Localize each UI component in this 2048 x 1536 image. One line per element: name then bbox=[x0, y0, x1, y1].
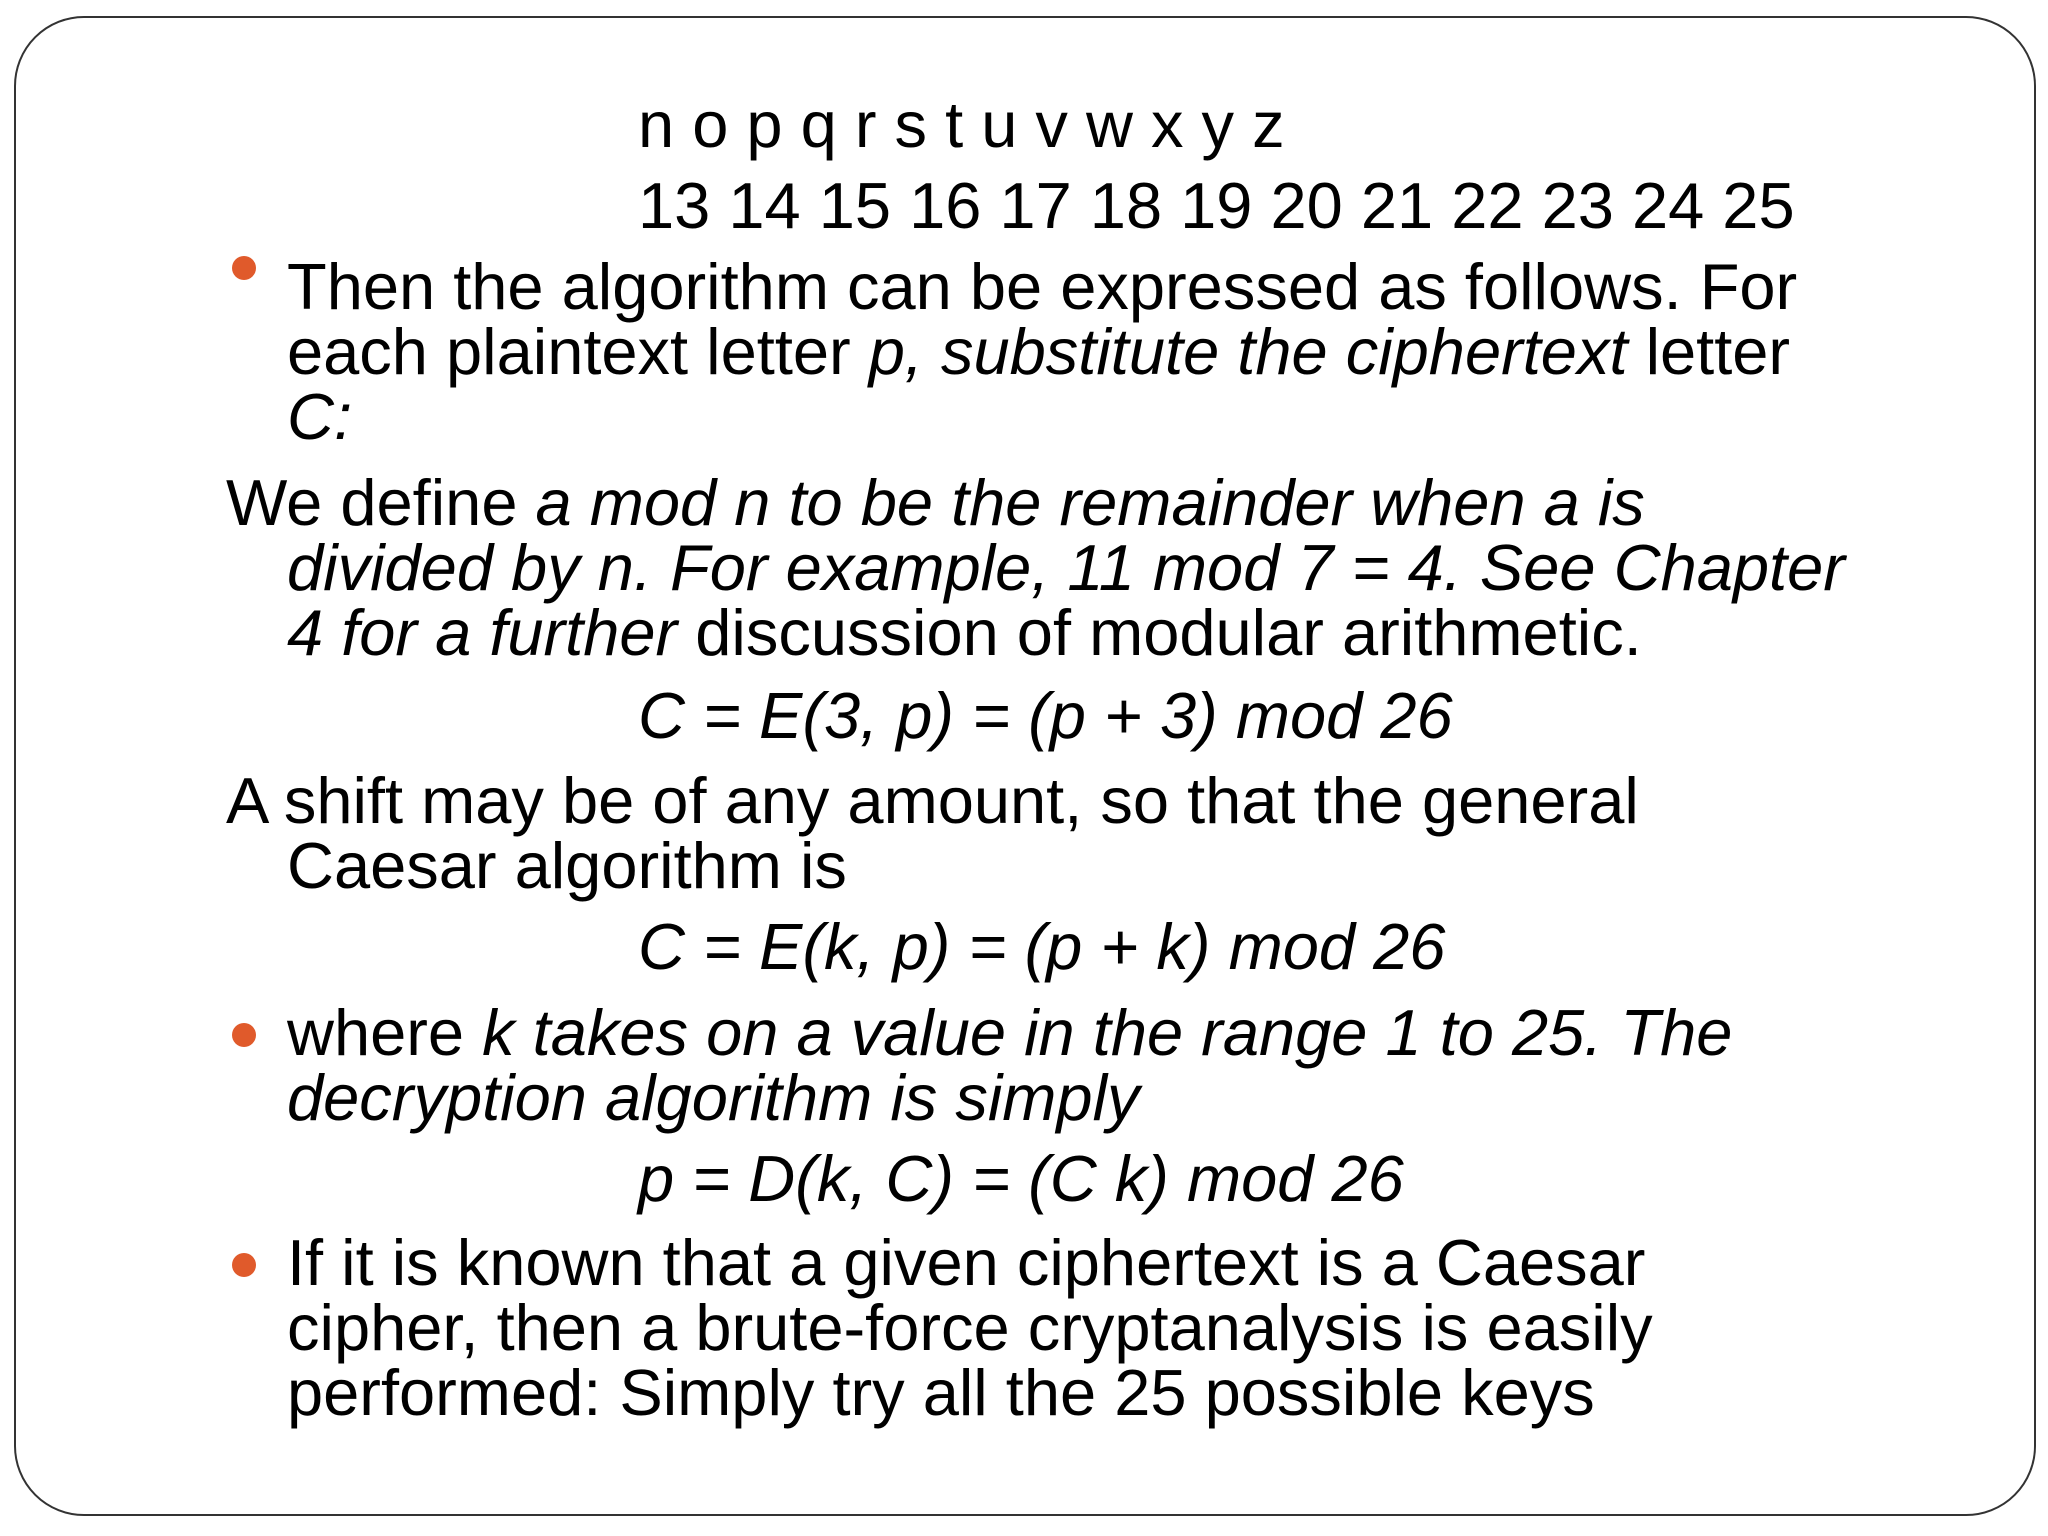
bullet-dot-2 bbox=[232, 1023, 256, 1047]
para2-line3-a: 4 for a further bbox=[287, 596, 678, 669]
para1-line2-b: p, substitute the ciphertext bbox=[868, 315, 1628, 388]
para4-line2: decryption algorithm is simply bbox=[287, 1061, 1140, 1134]
bullet-dot-3 bbox=[232, 1253, 256, 1277]
para1-line2-a: each plaintext letter bbox=[287, 315, 869, 388]
formula-decrypt: p = D(k, C) = (C k) mod 26 bbox=[638, 1142, 1404, 1215]
para1-line2-c: letter bbox=[1627, 315, 1791, 388]
para4-line1-b: k takes on a value in the range 1 to 25. The bbox=[482, 996, 1733, 1069]
formula-encrypt-3: C = E(3, p) = (p + 3) mod 26 bbox=[638, 679, 1453, 752]
para2-line1 bbox=[226, 466, 1645, 539]
para1-line2 bbox=[287, 315, 1791, 388]
alphabet-letters-row: n o p q r s t u v w x y z bbox=[638, 88, 1285, 161]
para5-line3: performed: Simply try all the 25 possible keys bbox=[287, 1356, 1595, 1429]
para2-line3 bbox=[287, 596, 1642, 669]
para2-line1-a: We define bbox=[226, 466, 536, 539]
para5-line1: If it is known that a given ciphertext is a Caesar bbox=[287, 1226, 1646, 1299]
formula-encrypt-k: C = E(k, p) = (p + k) mod 26 bbox=[638, 910, 1446, 983]
para3-line2: Caesar algorithm is bbox=[287, 829, 847, 902]
para4-line1-a: where bbox=[287, 996, 483, 1069]
alphabet-numbers-row: 13 14 15 16 17 18 19 20 21 22 23 24 25 bbox=[638, 169, 1795, 242]
para2-line1-b: a mod n to be the remainder when a is bbox=[535, 466, 1645, 539]
para1-line3: C: bbox=[287, 380, 352, 453]
para4-line1 bbox=[287, 996, 1733, 1069]
para2-line3-b: discussion of modular arithmetic. bbox=[677, 596, 1642, 669]
para2-line2: divided by n. For example, 11 mod 7 = 4. See Chapter bbox=[287, 531, 1845, 604]
para1-line1: Then the algorithm can be expressed as follows. For bbox=[287, 250, 1798, 323]
para3-line1: A shift may be of any amount, so that the general bbox=[226, 764, 1639, 837]
bullet-dot-1 bbox=[232, 256, 256, 280]
para5-line2: cipher, then a brute-force cryptanalysis is easily bbox=[287, 1291, 1653, 1364]
